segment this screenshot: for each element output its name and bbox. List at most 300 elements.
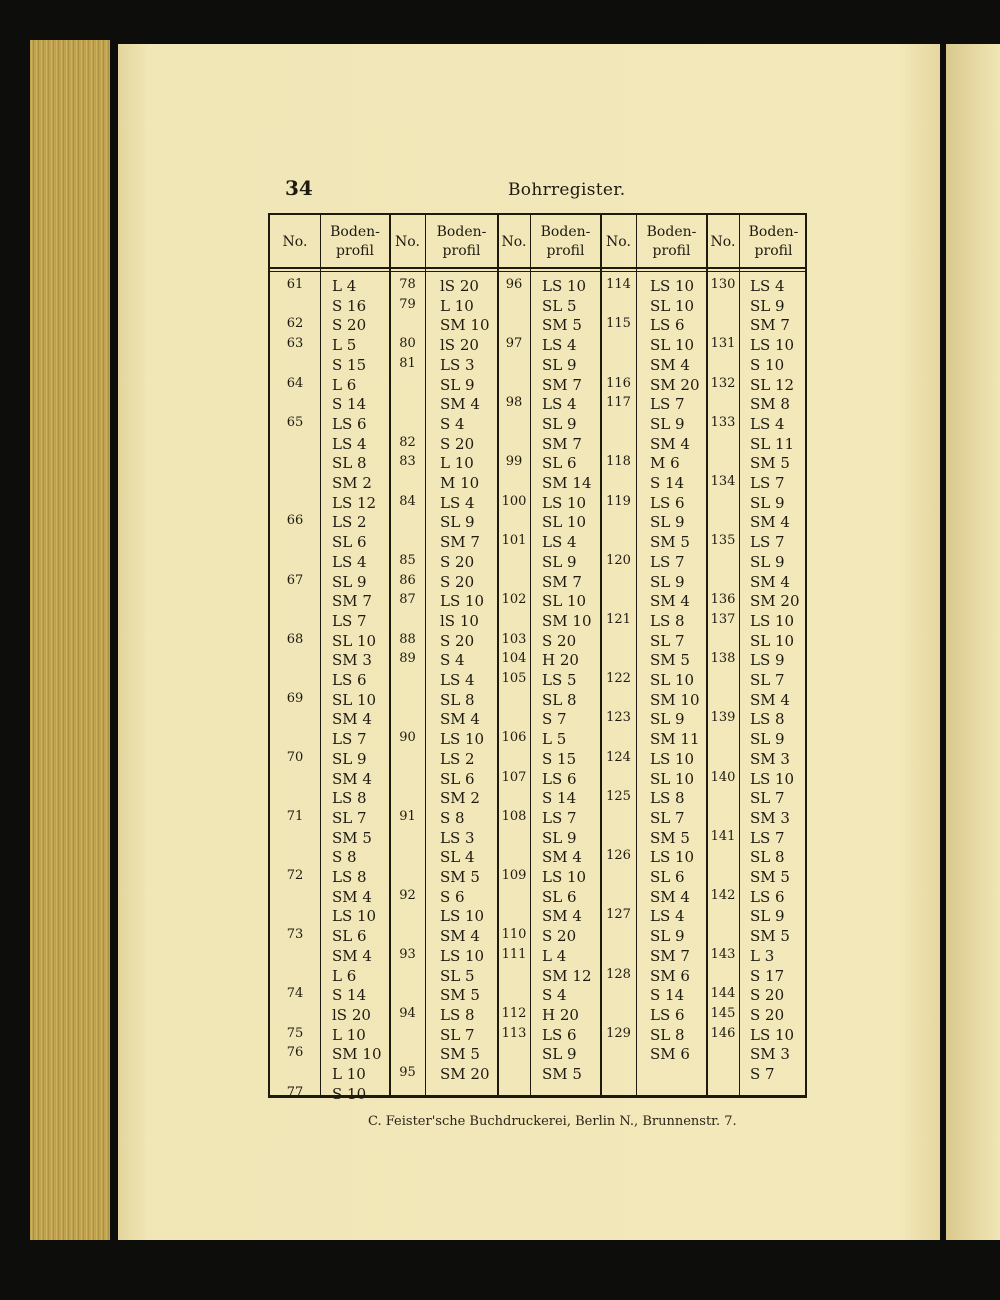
soil-profile-entry: SL 9: [750, 493, 785, 512]
soil-profile-entry: L 10: [440, 296, 474, 315]
bore-number: 110: [501, 927, 527, 943]
soil-profile-entry: S 20: [440, 434, 475, 453]
soil-profile-entry: SM 5: [650, 533, 690, 552]
bore-number: 98: [505, 395, 523, 411]
page-number: 34: [285, 176, 313, 200]
soil-profile-entry: SL 6: [440, 769, 475, 788]
soil-profile-entry: SL 9: [542, 355, 577, 374]
soil-profile-entry: LS 4: [440, 671, 475, 689]
soil-profile-entry: SM 20: [650, 375, 700, 394]
bore-number: 95: [399, 1065, 416, 1080]
soil-profile-entry: LS 4: [750, 414, 785, 433]
soil-profile-entry: SL 9: [542, 1045, 577, 1064]
bore-number: 102: [501, 592, 527, 608]
soil-profile-entry: SL 12: [750, 375, 795, 394]
soil-profile-entry: SM 6: [650, 1045, 690, 1064]
bore-number: 80: [399, 336, 416, 352]
bore-number: 120: [606, 552, 631, 568]
bore-number: 84: [399, 493, 416, 509]
soil-profile-entry: S 7: [750, 1065, 775, 1083]
soil-profile-entry: LS 10: [750, 611, 795, 630]
soil-profile-entry: H 20: [542, 651, 579, 670]
drill-register-table: [268, 213, 807, 1103]
bore-number: 72: [286, 868, 304, 883]
soil-profile-entry: L 5: [332, 336, 357, 355]
bore-number: 62: [286, 316, 304, 332]
bore-number: 97: [505, 336, 523, 352]
header-bodenprofil: Boden- profil: [540, 224, 591, 259]
soil-profile-entry: SM 5: [750, 927, 790, 946]
soil-profile-entry: SL 9: [440, 513, 475, 532]
soil-profile-entry: LS 10: [750, 769, 795, 788]
soil-profile-entry: LS 6: [332, 671, 367, 689]
soil-profile-entry: SL 9: [650, 927, 685, 946]
bore-number: 136: [710, 592, 736, 608]
soil-profile-entry: SL 9: [750, 552, 785, 571]
soil-profile-entry: SM 4: [750, 572, 790, 591]
soil-profile-entry: SM 3: [750, 808, 790, 827]
soil-profile-entry: LS 6: [542, 1025, 577, 1044]
soil-profile-entry: LS 10: [440, 730, 485, 749]
bore-number: 121: [606, 611, 631, 627]
col-divider: [530, 215, 531, 1095]
soil-profile-entry: SM 4: [650, 434, 690, 453]
soil-profile-entry: SM 7: [542, 375, 582, 394]
bore-number: 75: [286, 1025, 304, 1041]
soil-profile-entry: SL 6: [542, 887, 577, 906]
soil-profile-entry: SM 20: [750, 592, 800, 611]
soil-profile-entry: SM 4: [332, 946, 372, 965]
soil-profile-entry: SL 7: [332, 808, 367, 827]
soil-profile-entry: LS 8: [750, 710, 785, 729]
soil-profile-entry: SL 6: [332, 533, 367, 552]
soil-profile-entry: SL 6: [332, 927, 367, 946]
soil-profile-entry: SL 9: [440, 375, 475, 394]
bore-number: 108: [501, 808, 527, 824]
soil-profile-entry: LS 6: [650, 316, 685, 335]
soil-profile-entry: LS 5: [542, 671, 577, 689]
soil-profile-entry: SL 10: [750, 631, 795, 650]
bore-number: 139: [710, 710, 736, 726]
soil-profile-entry: S 10: [750, 355, 785, 374]
soil-profile-entry: SL 10: [650, 671, 695, 689]
bore-number: 106: [501, 730, 527, 746]
bore-number: 141: [710, 828, 736, 844]
soil-profile-entry: SL 9: [542, 828, 577, 847]
bore-number: 101: [501, 533, 527, 549]
bore-number: 117: [606, 395, 631, 411]
soil-profile-entry: LS 8: [650, 789, 685, 808]
soil-profile-entry: lS 20: [440, 277, 479, 295]
soil-profile-entry: SM 7: [650, 946, 690, 965]
bore-number: 112: [501, 1005, 527, 1021]
soil-profile-entry: SL 10: [650, 769, 695, 788]
bore-number: 94: [399, 1005, 416, 1021]
soil-profile-entry: SM 7: [542, 434, 582, 453]
soil-profile-entry: SM 4: [440, 927, 480, 946]
soil-profile-entry: LS 4: [542, 336, 577, 355]
soil-profile-entry: LS 10: [332, 907, 377, 926]
soil-profile-entry: SM 4: [650, 355, 690, 374]
soil-profile-entry: LS 10: [440, 592, 485, 611]
soil-profile-entry: S 20: [440, 552, 475, 571]
soil-profile-entry: SL 9: [542, 552, 577, 571]
soil-profile-entry: SM 10: [332, 1045, 382, 1064]
bore-number: 125: [606, 789, 631, 805]
bore-number: 63: [286, 336, 304, 352]
running-head: Bohrregister.: [508, 180, 626, 200]
header-no: No.: [395, 233, 420, 250]
bore-number: 130: [710, 277, 736, 292]
bore-number: 123: [606, 710, 631, 726]
soil-profile-entry: S 17: [750, 966, 785, 985]
soil-profile-entry: LS 8: [332, 789, 367, 808]
soil-profile-entry: L 6: [332, 966, 357, 985]
header-bodenprofil: Boden- profil: [748, 224, 799, 259]
bore-number: 114: [606, 277, 631, 292]
bore-number: 79: [399, 296, 416, 312]
soil-profile-entry: LS 7: [750, 828, 785, 847]
bore-number: 61: [286, 277, 304, 292]
soil-profile-entry: LS 10: [650, 749, 695, 768]
soil-profile-entry: LS 7: [750, 533, 785, 552]
header-bodenprofil: Boden- profil: [646, 224, 697, 259]
bore-number: 66: [286, 513, 304, 529]
soil-profile-entry: SL 8: [650, 1025, 685, 1044]
soil-profile-entry: LS 10: [650, 277, 695, 295]
soil-profile-entry: SM 7: [750, 316, 790, 335]
bore-number: 132: [710, 375, 736, 391]
soil-profile-entry: SM 5: [440, 1045, 480, 1064]
soil-profile-entry: lS 20: [440, 336, 479, 355]
soil-profile-entry: SL 10: [650, 296, 695, 315]
soil-profile-entry: H 20: [542, 1005, 579, 1024]
soil-profile-entry: SL 4: [440, 848, 475, 867]
soil-profile-entry: S 14: [542, 789, 577, 808]
soil-profile-entry: S 14: [332, 395, 367, 414]
header-no: No.: [282, 233, 308, 250]
book-page-edges: [30, 40, 110, 1240]
soil-profile-entry: S 8: [332, 848, 357, 867]
soil-profile-entry: LS 4: [440, 493, 475, 512]
soil-profile-entry: SL 7: [650, 808, 685, 827]
soil-profile-entry: LS 10: [542, 868, 587, 886]
soil-profile-entry: LS 6: [650, 493, 685, 512]
soil-profile-entry: LS 7: [750, 474, 785, 492]
soil-profile-entry: S 8: [440, 808, 465, 827]
soil-profile-entry: S 14: [650, 474, 685, 492]
bore-number: 137: [710, 611, 736, 627]
soil-profile-entry: SM 5: [440, 986, 480, 1005]
bore-number: 85: [399, 552, 416, 568]
bore-number: 116: [606, 375, 631, 391]
soil-profile-entry: S 4: [440, 651, 465, 670]
soil-profile-entry: LS 2: [440, 749, 475, 768]
soil-profile-entry: S 6: [440, 887, 465, 906]
soil-profile-entry: SM 2: [332, 474, 372, 492]
soil-profile-entry: LS 10: [750, 336, 795, 355]
soil-profile-entry: SL 7: [750, 789, 785, 808]
bore-number: 146: [710, 1025, 736, 1041]
soil-profile-entry: SM 4: [332, 710, 372, 729]
soil-profile-entry: SM 7: [440, 533, 480, 552]
bore-number: 107: [501, 769, 527, 785]
soil-profile-entry: L 5: [542, 730, 567, 749]
soil-profile-entry: SM 7: [542, 572, 582, 591]
soil-profile-entry: SL 9: [332, 749, 367, 768]
bore-number: 100: [501, 493, 527, 509]
soil-profile-entry: SL 7: [650, 631, 685, 650]
soil-profile-entry: SM 3: [750, 749, 790, 768]
soil-profile-entry: SM 4: [750, 513, 790, 532]
soil-profile-entry: SM 11: [650, 730, 700, 749]
col-divider: [425, 215, 426, 1095]
soil-profile-entry: SL 6: [650, 868, 685, 886]
bore-number: 127: [606, 907, 631, 923]
bore-number: 65: [286, 414, 304, 430]
header-rule-inner: [270, 271, 805, 272]
soil-profile-entry: S 20: [750, 1005, 785, 1024]
bore-number: 71: [286, 808, 304, 824]
bore-number: 142: [710, 887, 736, 903]
soil-profile-entry: SM 4: [440, 710, 480, 729]
header-no: No.: [710, 233, 736, 250]
bore-number: 89: [399, 651, 416, 667]
soil-profile-entry: S 14: [332, 986, 367, 1005]
soil-profile-entry: S 20: [750, 986, 785, 1005]
group-divider: [600, 215, 602, 1095]
soil-profile-entry: SM 4: [542, 907, 582, 926]
soil-profile-entry: SM 7: [332, 592, 372, 611]
soil-profile-entry: LS 4: [542, 533, 577, 552]
bore-number: 140: [710, 769, 736, 785]
bore-number: 104: [501, 651, 527, 667]
soil-profile-entry: SL 5: [542, 296, 577, 315]
soil-profile-entry: SL 10: [542, 513, 587, 532]
soil-profile-entry: SM 5: [440, 868, 480, 886]
soil-profile-entry: SM 10: [650, 690, 700, 709]
soil-profile-entry: SL 9: [650, 513, 685, 532]
bore-number: 131: [710, 336, 736, 352]
soil-profile-entry: SM 4: [650, 592, 690, 611]
soil-profile-entry: LS 7: [650, 395, 685, 414]
soil-profile-entry: SL 8: [542, 690, 577, 709]
header-bodenprofil: Boden- profil: [330, 224, 380, 259]
soil-profile-entry: LS 7: [542, 808, 577, 827]
soil-profile-entry: SM 8: [750, 395, 790, 414]
soil-profile-entry: LS 6: [542, 769, 577, 788]
soil-profile-entry: LS 8: [332, 868, 367, 886]
soil-profile-entry: LS 10: [542, 493, 587, 512]
soil-profile-entry: lS 10: [440, 611, 479, 630]
bore-number: 143: [710, 946, 736, 962]
soil-profile-entry: S 4: [542, 986, 567, 1005]
soil-profile-entry: SM 4: [750, 690, 790, 709]
soil-profile-entry: SL 10: [332, 631, 377, 650]
bore-number: 118: [606, 454, 631, 470]
soil-profile-entry: L 10: [332, 1065, 366, 1083]
soil-profile-entry: S 20: [542, 927, 577, 946]
soil-profile-entry: SM 6: [650, 966, 690, 985]
soil-profile-entry: SM 5: [650, 828, 690, 847]
soil-profile-entry: LS 12: [332, 493, 377, 512]
soil-profile-entry: LS 4: [750, 277, 785, 295]
bore-number: 145: [710, 1005, 736, 1021]
soil-profile-entry: LS 10: [750, 1025, 795, 1044]
soil-profile-entry: LS 6: [750, 887, 785, 906]
soil-profile-entry: LS 7: [332, 730, 367, 749]
soil-profile-entry: L 10: [440, 454, 474, 473]
bore-number: 126: [606, 848, 631, 864]
bore-number: 90: [399, 730, 416, 746]
soil-profile-entry: SM 12: [542, 966, 592, 985]
soil-profile-entry: L 10: [332, 1025, 366, 1044]
soil-profile-entry: SM 3: [332, 651, 372, 670]
soil-profile-entry: SL 9: [750, 907, 785, 926]
soil-profile-entry: LS 6: [332, 414, 367, 433]
soil-profile-entry: S 20: [542, 631, 577, 650]
soil-profile-entry: SM 5: [750, 454, 790, 473]
soil-profile-entry: SM 4: [650, 887, 690, 906]
bore-number: 144: [710, 986, 736, 1002]
soil-profile-entry: S 16: [332, 296, 367, 315]
soil-profile-entry: S 10: [332, 1084, 367, 1103]
soil-profile-entry: lS 20: [332, 1005, 371, 1024]
soil-profile-entry: SL 7: [750, 671, 785, 689]
bore-number: 92: [399, 887, 416, 903]
soil-profile-entry: L 3: [750, 946, 775, 965]
bore-number: 73: [286, 927, 304, 943]
soil-profile-entry: SM 20: [440, 1065, 490, 1083]
soil-profile-entry: S 4: [440, 414, 465, 433]
bore-number: 77: [286, 1084, 304, 1100]
soil-profile-entry: SL 9: [542, 414, 577, 433]
soil-profile-entry: S 7: [542, 710, 567, 729]
soil-profile-entry: S 20: [440, 631, 475, 650]
soil-profile-entry: SL 5: [440, 966, 475, 985]
soil-profile-entry: LS 8: [650, 611, 685, 630]
soil-profile-entry: SL 8: [332, 454, 367, 473]
bore-number: 103: [501, 631, 527, 647]
header-no: No.: [501, 233, 527, 250]
soil-profile-entry: S 20: [332, 316, 367, 335]
soil-profile-entry: LS 6: [650, 1005, 685, 1024]
soil-profile-entry: S 14: [650, 986, 685, 1005]
bore-number: 68: [286, 631, 304, 647]
bore-number: 115: [606, 316, 631, 332]
bore-number: 128: [606, 966, 631, 982]
soil-profile-entry: LS 3: [440, 355, 475, 374]
bore-number: 70: [286, 749, 304, 765]
bore-number: 113: [501, 1025, 527, 1041]
soil-profile-entry: SL 8: [750, 848, 785, 867]
soil-profile-entry: LS 4: [332, 552, 367, 571]
bore-number: 96: [505, 277, 523, 292]
soil-profile-entry: SM 10: [542, 611, 592, 630]
soil-profile-entry: SL 11: [750, 434, 795, 453]
bore-number: 129: [606, 1025, 631, 1041]
soil-profile-entry: LS 10: [650, 848, 695, 867]
soil-profile-entry: SM 5: [750, 868, 790, 886]
soil-profile-entry: LS 3: [440, 828, 475, 847]
bore-number: 88: [399, 631, 416, 647]
soil-profile-entry: LS 2: [332, 513, 367, 532]
soil-profile-entry: SL 9: [650, 572, 685, 591]
bore-number: 69: [286, 690, 304, 706]
soil-profile-entry: LS 4: [542, 395, 577, 414]
bore-number: 93: [399, 946, 416, 962]
soil-profile-entry: SL 10: [650, 336, 695, 355]
bore-number: 133: [710, 414, 736, 430]
bore-number: 81: [399, 355, 416, 371]
soil-profile-entry: LS 4: [332, 434, 367, 453]
soil-profile-entry: LS 8: [440, 1005, 475, 1024]
bore-number: 134: [710, 474, 736, 489]
soil-profile-entry: SM 14: [542, 474, 592, 492]
soil-profile-entry: M 6: [650, 454, 680, 473]
soil-profile-entry: SL 6: [542, 454, 577, 473]
soil-profile-entry: SM 3: [750, 1045, 790, 1064]
bore-number: 122: [606, 671, 631, 686]
soil-profile-entry: SL 9: [650, 414, 685, 433]
bore-number: 138: [710, 651, 736, 667]
soil-profile-entry: LS 9: [750, 651, 785, 670]
bore-number: 91: [399, 808, 416, 824]
bore-number: 67: [286, 572, 304, 588]
soil-profile-entry: SM 10: [440, 316, 490, 335]
bore-number: 109: [501, 868, 527, 883]
bore-number: 78: [399, 277, 416, 292]
soil-profile-entry: SM 5: [332, 828, 372, 847]
bore-number: 135: [710, 533, 736, 549]
soil-profile-entry: LS 10: [440, 946, 485, 965]
soil-profile-entry: L 4: [332, 277, 357, 295]
soil-profile-entry: SL 9: [650, 710, 685, 729]
bore-number: 99: [505, 454, 523, 470]
soil-profile-entry: S 20: [440, 572, 475, 591]
bore-number: 82: [399, 434, 416, 450]
col-divider: [320, 215, 321, 1095]
bore-number: 87: [399, 592, 416, 608]
soil-profile-entry: SL 9: [750, 730, 785, 749]
bore-number: 64: [286, 375, 304, 391]
soil-profile-entry: L 6: [332, 375, 357, 394]
bore-number: 105: [501, 671, 527, 686]
soil-profile-entry: SL 9: [332, 572, 367, 591]
soil-profile-entry: SL 8: [440, 690, 475, 709]
soil-profile-entry: SM 5: [542, 316, 582, 335]
soil-profile-entry: SL 7: [440, 1025, 475, 1044]
soil-profile-entry: SM 4: [332, 769, 372, 788]
bore-number: 76: [286, 1045, 304, 1061]
bore-number: 124: [606, 749, 631, 765]
bore-number: 83: [399, 454, 416, 470]
soil-profile-entry: S 15: [542, 749, 577, 768]
soil-profile-entry: SM 4: [332, 887, 372, 906]
soil-profile-entry: LS 7: [332, 611, 367, 630]
soil-profile-entry: LS 10: [542, 277, 587, 295]
bore-number: 74: [286, 986, 304, 1002]
bore-number: 111: [501, 946, 527, 962]
soil-profile-entry: S 15: [332, 355, 367, 374]
header-bodenprofil: Boden- profil: [436, 224, 487, 259]
col-divider: [739, 215, 740, 1095]
soil-profile-entry: SL 10: [542, 592, 587, 611]
printer-imprint: C. Feister'sche Buchdruckerei, Berlin N., Brunnenstr. 7.: [368, 1114, 737, 1129]
facing-page: [946, 44, 1000, 1240]
bore-number: 119: [606, 493, 631, 509]
soil-profile-entry: SM 5: [542, 1065, 582, 1083]
